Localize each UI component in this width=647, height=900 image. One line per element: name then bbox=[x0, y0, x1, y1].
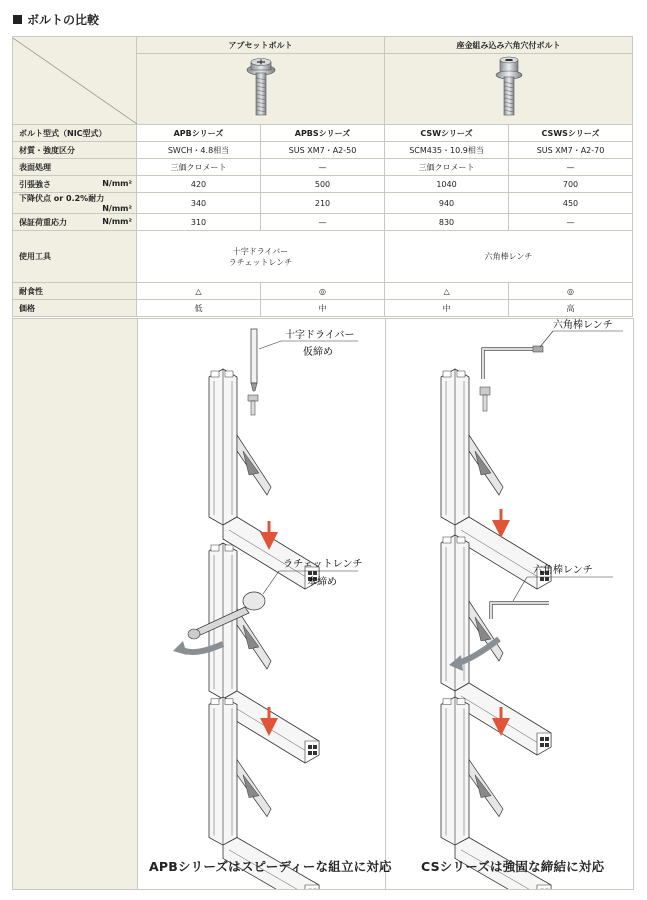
row-label-yield bbox=[13, 193, 137, 214]
apb-step2-tool-label: ラチェットレンチ bbox=[283, 559, 363, 570]
proof-label: 保証荷重応力 bbox=[19, 217, 67, 227]
cell-corrosion-apbs: ◎ bbox=[261, 283, 385, 300]
cell-tensile-apb: 420 bbox=[137, 176, 261, 193]
apb-step1-action-label: 仮締め bbox=[303, 347, 333, 358]
rotate-arrowhead bbox=[173, 641, 187, 655]
row-label-tensile bbox=[13, 176, 137, 193]
cs-bolt-image bbox=[385, 54, 633, 125]
group-header-cs: 座金組み込み六角穴付ボルト bbox=[385, 37, 633, 54]
tensile-label: 引張強さ bbox=[19, 179, 51, 189]
socket-bolt-icon bbox=[489, 56, 529, 120]
row-label-proof bbox=[13, 214, 137, 231]
row-label-material: 材質・強度区分 bbox=[13, 142, 137, 159]
cell-price-apbs: 中 bbox=[261, 300, 385, 317]
assembly-illustrations bbox=[13, 319, 633, 889]
cell-tool-apb bbox=[137, 231, 385, 283]
table-row bbox=[13, 159, 633, 176]
table-row bbox=[13, 231, 633, 283]
corner-diagonal-cell bbox=[13, 37, 137, 125]
cell-type-apb: APBシリーズ bbox=[137, 125, 261, 142]
cell-material-csws: SUS XM7・A2-70 bbox=[509, 142, 633, 159]
cell-yield-apbs: 210 bbox=[261, 193, 385, 214]
row-label-surface: 表面処理 bbox=[13, 159, 137, 176]
cell-material-csw: SCM435・10.9相当 bbox=[385, 142, 509, 159]
cell-type-csw: CSWシリーズ bbox=[385, 125, 509, 142]
cell-proof-csws: — bbox=[509, 214, 633, 231]
upset-bolt-icon bbox=[241, 56, 281, 120]
cs-step2-tool-label: 六角棒レンチ bbox=[533, 565, 593, 576]
cs-step1-tool-label: 六角棒レンチ bbox=[553, 320, 613, 331]
table-row bbox=[13, 283, 633, 300]
hex-key-icon bbox=[483, 346, 543, 379]
cell-price-csw: 中 bbox=[385, 300, 509, 317]
tool-apb-line1: 十字ドライバー bbox=[232, 246, 289, 256]
apb-bolt-image bbox=[137, 54, 385, 125]
yield-label: 下降伏点 or 0.2%耐力 bbox=[19, 194, 105, 203]
cell-proof-apb: 310 bbox=[137, 214, 261, 231]
hex-key-icon bbox=[491, 603, 549, 619]
cell-corrosion-csws: ◎ bbox=[509, 283, 633, 300]
upset-bolt-small-icon bbox=[248, 395, 258, 415]
table-row bbox=[13, 176, 633, 193]
cell-corrosion-apb: △ bbox=[137, 283, 261, 300]
cell-tool-cs: 六角棒レンチ bbox=[385, 231, 633, 283]
proof-unit: N/mm² bbox=[102, 216, 132, 226]
row-label-tool: 使用工具 bbox=[13, 231, 137, 283]
cell-price-csws: 高 bbox=[509, 300, 633, 317]
cell-type-csws: CSWSシリーズ bbox=[509, 125, 633, 142]
leader-line bbox=[263, 571, 279, 594]
cell-surface-csw: 三価クロメート bbox=[385, 159, 509, 176]
table-row bbox=[13, 214, 633, 231]
cell-material-apb: SWCH・4.8相当 bbox=[137, 142, 261, 159]
cell-proof-apbs: — bbox=[261, 214, 385, 231]
table-row bbox=[13, 125, 633, 142]
leader-line bbox=[513, 577, 527, 601]
table-row bbox=[13, 142, 633, 159]
cell-corrosion-csw: △ bbox=[385, 283, 509, 300]
cell-surface-csws: — bbox=[509, 159, 633, 176]
leader-line bbox=[259, 341, 281, 349]
section-title bbox=[13, 11, 99, 28]
diagonal-line bbox=[13, 38, 137, 124]
group-header-apb: アプセットボルト bbox=[137, 37, 385, 54]
cell-yield-csw: 940 bbox=[385, 193, 509, 214]
row-label-price: 価格 bbox=[13, 300, 137, 317]
square-bullet-icon bbox=[13, 15, 22, 24]
cell-proof-csw: 830 bbox=[385, 214, 509, 231]
socket-bolt-small-icon bbox=[480, 387, 490, 411]
apb-step2-action-label: 本締め bbox=[307, 577, 337, 588]
section-title-text: ボルトの比較 bbox=[27, 13, 100, 27]
cell-surface-apbs: — bbox=[261, 159, 385, 176]
cell-yield-apb: 340 bbox=[137, 193, 261, 214]
comparison-table bbox=[12, 36, 633, 317]
cell-tensile-csw: 1040 bbox=[385, 176, 509, 193]
cell-material-apbs: SUS XM7・A2-50 bbox=[261, 142, 385, 159]
yield-unit: N/mm² bbox=[102, 204, 132, 213]
apb-caption: APBシリーズはスピーディーな組立に対応 bbox=[149, 859, 392, 874]
cell-tensile-apbs: 500 bbox=[261, 176, 385, 193]
cs-caption: CSシリーズは強固な締結に対応 bbox=[421, 859, 605, 874]
cell-price-apb: 低 bbox=[137, 300, 261, 317]
table-row bbox=[13, 300, 633, 317]
leader-line bbox=[540, 331, 553, 347]
row-label-corrosion: 耐食性 bbox=[13, 283, 137, 300]
tensile-unit: N/mm² bbox=[102, 178, 132, 188]
cell-tensile-csws: 700 bbox=[509, 176, 633, 193]
cell-type-apbs: APBSシリーズ bbox=[261, 125, 385, 142]
assembly-illustration-panel bbox=[12, 318, 634, 890]
cell-surface-apb: 三価クロメート bbox=[137, 159, 261, 176]
tool-apb-line2: ラチェットレンチ bbox=[228, 257, 293, 267]
table-row bbox=[13, 193, 633, 214]
apb-step1-tool-label: 十字ドライバー bbox=[285, 330, 355, 341]
screwdriver-icon bbox=[251, 329, 257, 391]
row-label-type: ボルト型式（NIC型式） bbox=[13, 125, 137, 142]
cell-yield-csws: 450 bbox=[509, 193, 633, 214]
